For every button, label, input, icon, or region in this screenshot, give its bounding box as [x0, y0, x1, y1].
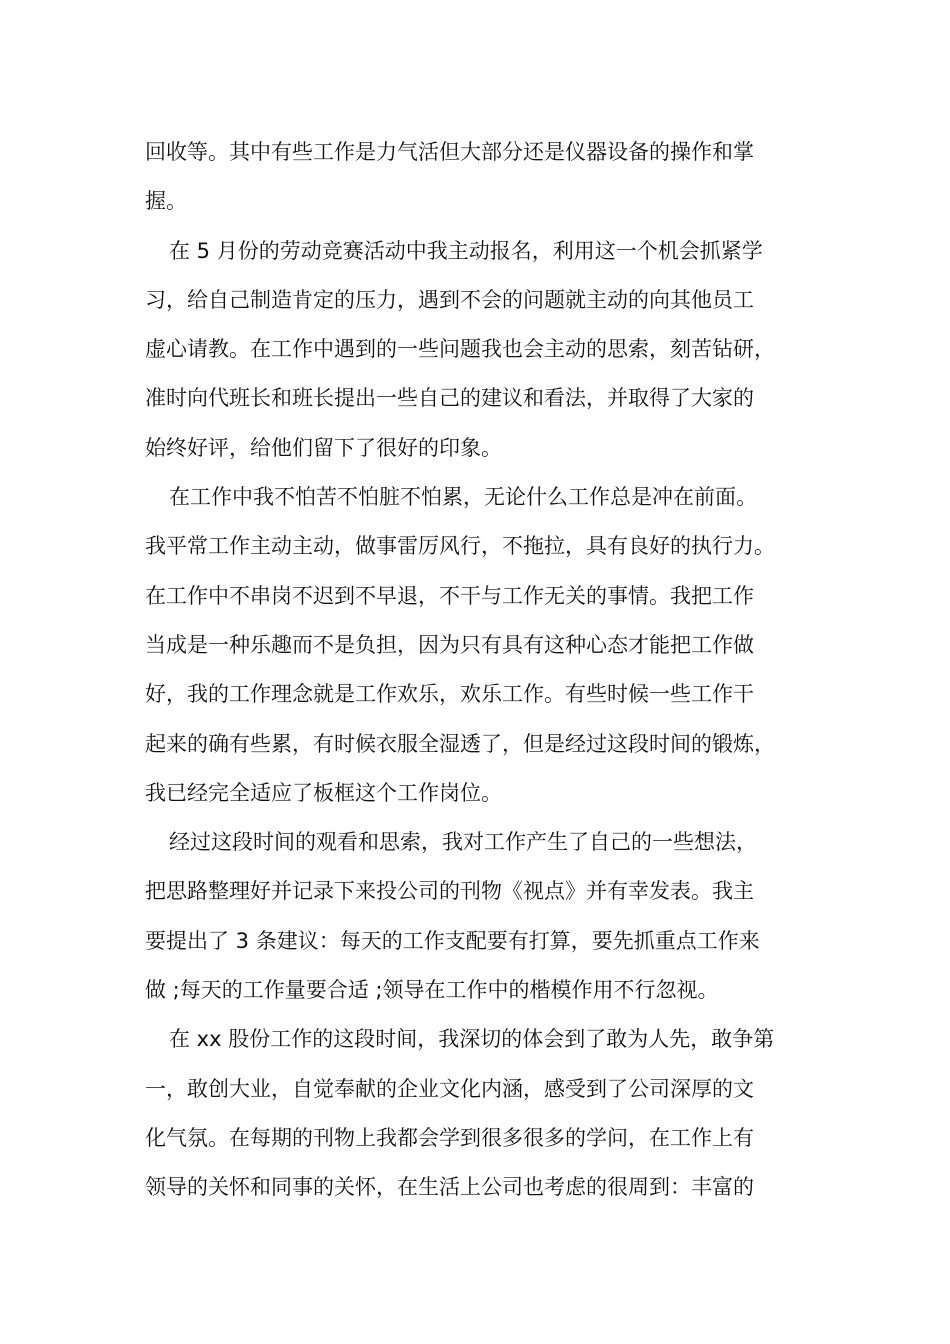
paragraph-5 — [145, 1015, 810, 1212]
text-line: 我平常工作主动主动，做事雷厉风行，不拖拉，具有良好的执行力。 — [145, 534, 775, 559]
text-line: 准时向代班长和班长提出一些自己的建议和看法，并取得了大家的 — [145, 386, 754, 411]
text-line: 我已经完全适应了板框这个工作岗位。 — [145, 780, 502, 805]
text-line: 在 5 月份的劳动竞赛活动中我主动报名，利用这一个机会抓紧学 — [169, 238, 763, 263]
text-line: 好，我的工作理念就是工作欢乐，欢乐工作。有些时候一些工作干 — [145, 682, 754, 707]
text-line: 当成是一种乐趣而不是负担，因为只有具有这种心态才能把工作做 — [145, 632, 754, 657]
paragraph-4 — [145, 818, 810, 1015]
text-line: 习，给自己制造肯定的压力，遇到不会的问题就主动的向其他员工 — [145, 287, 754, 312]
paragraph-2 — [145, 227, 810, 473]
text-line: 化气氛。在每期的刊物上我都会学到很多很多的学问，在工作上有 — [145, 1125, 754, 1150]
text-line: 做 ;每天的工作量要合适 ;领导在工作中的楷模作用不行忽视。 — [145, 978, 719, 1003]
text-line: 始终好评，给他们留下了很好的印象。 — [145, 435, 502, 460]
text-line: 把思路整理好并记录下来投公司的刊物《视点》并有幸发表。我主 — [145, 879, 754, 904]
text-line: 要提出了 3 条建议：每天的工作支配要有打算，要先抓重点工作来 — [145, 928, 760, 953]
paragraph-1 — [145, 128, 810, 227]
text-line: 经过这段时间的观看和思索，我对工作产生了自己的一些想法， — [169, 830, 757, 855]
text-line: 领导的关怀和同事的关怀，在生活上公司也考虑的很周到：丰富的 — [145, 1175, 754, 1200]
document-body — [145, 128, 810, 1213]
text-line: 在工作中我不怕苦不怕脏不怕累，无论什么工作总是冲在前面。 — [169, 485, 757, 510]
text-line: 在工作中不串岗不迟到不早退，不干与工作无关的事情。我把工作 — [145, 583, 754, 608]
text-line: 在 xx 股份工作的这段时间，我深切的体会到了敢为人先，敢争第 — [169, 1027, 775, 1052]
text-line: 握。 — [145, 189, 187, 214]
paragraph-3 — [145, 473, 810, 818]
text-line: 一，敢创大业，自觉奉献的企业文化内涵，感受到了公司深厚的文 — [145, 1076, 754, 1101]
text-line: 起来的确有些累，有时候衣服全湿透了，但是经过这段时间的锻炼， — [145, 731, 775, 756]
text-line: 回收等。其中有些工作是力气活但大部分还是仪器设备的操作和掌 — [145, 140, 754, 164]
text-line: 虚心请教。在工作中遇到的一些问题我也会主动的思索，刻苦钻研， — [145, 337, 775, 362]
